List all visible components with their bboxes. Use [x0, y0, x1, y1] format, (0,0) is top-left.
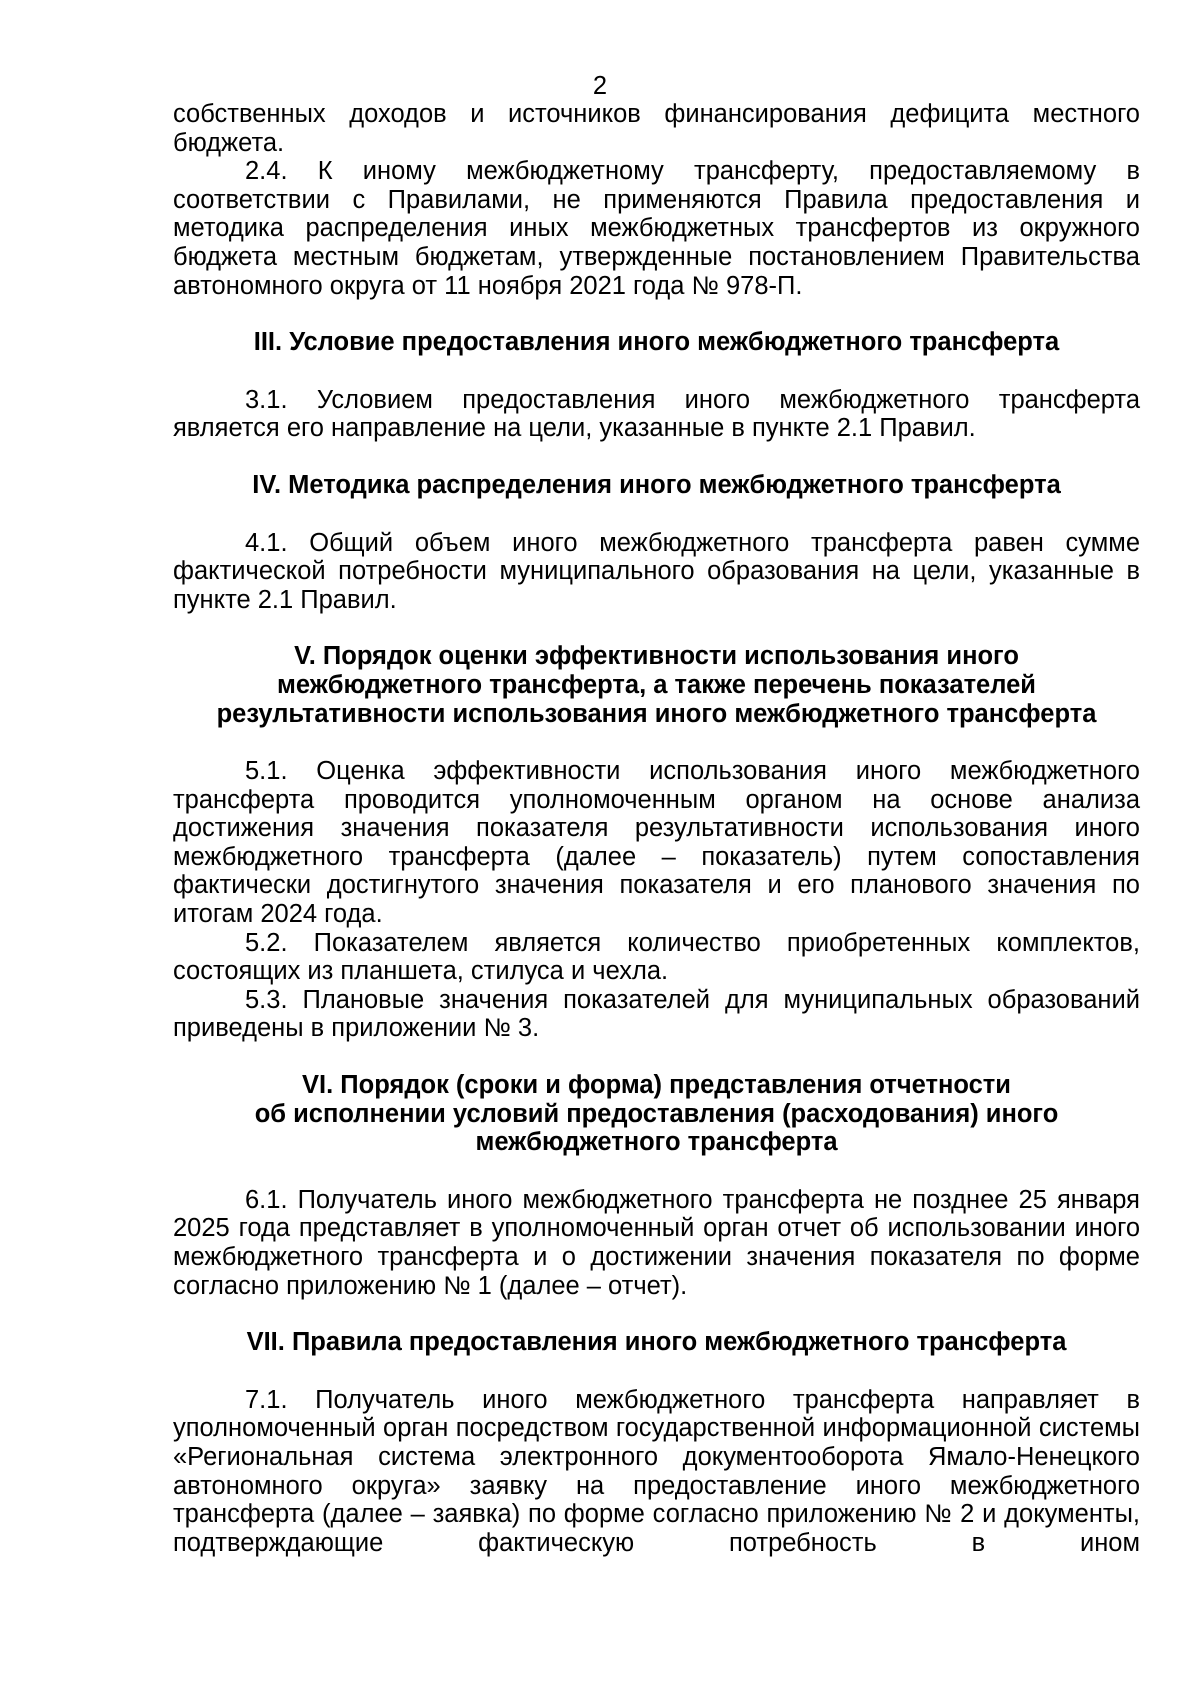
section-heading-iii: III. Условие предоставления иного межбюджетного трансферта [253, 328, 1060, 357]
section-heading-vi-line-3: межбюджетного трансферта [475, 1128, 838, 1157]
paragraph-continuation: собственных доходов и источников финансирования дефицита местного бюджета. [173, 100, 1140, 157]
section-heading-v-line-1: V. Порядок оценки эффективности использования иного [294, 642, 1019, 671]
page-number: 2 [592, 72, 608, 100]
section-heading-vi [173, 1071, 1140, 1157]
section-heading-vi-line-1: VI. Порядок (сроки и форма) представления отчетности [302, 1071, 1011, 1100]
paragraph-3-1: 3.1. Условием предоставления иного межбюджетного трансферта является его направление на цели, указанные в пункте 2.1 Правил. [173, 385, 1140, 443]
section-heading-v-line-3: результативности использования иного межбюджетного трансферта [216, 699, 1097, 728]
document-body [173, 100, 1140, 1557]
section-heading-v [173, 642, 1140, 728]
section-heading-vi-line-2: об исполнении условий предоставления (расходования) иного [254, 1099, 1059, 1128]
section-heading-vii: VII. Правила предоставления иного межбюджетного трансферта [246, 1328, 1067, 1357]
paragraph-2-4: 2.4. К иному межбюджетному трансферту, предоставляемому в соответствии с Правилами, не применяются Правила предоставления и методика распределения иных межбюджетных трансфертов из окружного бюджета местным бюджетам, утвержденные постановлением Правительства автономного округа от 11 ноября 2021 года № 978-П. [173, 157, 1140, 300]
section-heading-iv: IV. Методика распределения иного межбюджетного трансферта [252, 470, 1061, 499]
paragraph-5-2: 5.2. Показателем является количество приобретенных комплектов, состоящих из планшета, стилуса и чехла. [173, 928, 1140, 986]
paragraph-5-3: 5.3. Плановые значения показателей для муниципальных образований приведены в приложении № 3. [173, 985, 1140, 1043]
paragraph-4-1: 4.1. Общий объем иного межбюджетного трансферта равен сумме фактической потребности муниципального образования на цели, указанные в пункте 2.1 Правил. [173, 528, 1140, 614]
section-heading-v-line-2: межбюджетного трансферта, а также перечень показателей [277, 670, 1036, 699]
paragraph-5-1: 5.1. Оценка эффективности использования иного межбюджетного трансферта проводится уполномоченным органом на основе анализа достижения значения показателя результативности использования иного межбюджетного трансферта (далее – показатель) путем сопоставления фактически достигнутого значения показателя и его планового значения по итогам 2024 года. [173, 757, 1140, 929]
paragraph-7-1: 7.1. Получатель иного межбюджетного трансферта направляет в уполномоченный орган посредством государственной информационной системы «Региональная система электронного документооборота Ямало-Ненецкого автономного округа» заявку на предоставление иного межбюджетного трансферта (далее – заявка) по форме согласно приложению № 2 и документы, подтверждающие фактическую потребность в ином [173, 1385, 1140, 1557]
paragraph-6-1: 6.1. Получатель иного межбюджетного трансферта не позднее 25 января 2025 года представляет в уполномоченный орган отчет об использовании иного межбюджетного трансферта и о достижении значения показателя по форме согласно приложению № 1 (далее – отчет). [173, 1185, 1140, 1300]
